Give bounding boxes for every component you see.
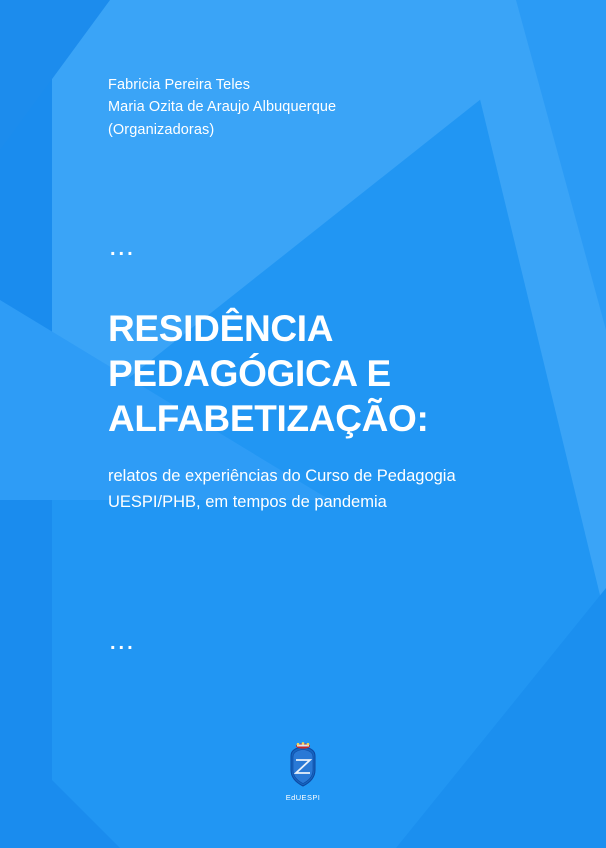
organizers-block: [108, 74, 336, 141]
organizers-role-label: (Organizadoras): [108, 121, 215, 138]
title-line-2: PEDAGÓGICA E: [108, 353, 391, 395]
title-line-3: ALFABETIZAÇÃO:: [108, 398, 429, 440]
publisher-block: [0, 742, 606, 802]
ornament-dots-bottom: ...: [110, 632, 136, 654]
university-crest-icon: [286, 742, 320, 788]
title-line-1: RESIDÊNCIA: [108, 308, 334, 349]
subtitle-line-2: UESPI/PHB, em tempos de pandemia: [108, 492, 387, 511]
page-subtitle: [108, 464, 528, 515]
publisher-name: EdUESPI: [285, 793, 321, 802]
ornament-dots-top: ...: [110, 238, 136, 260]
organizer-name-1: Fabricia Pereira Teles: [108, 77, 251, 93]
page-title: [108, 306, 538, 441]
organizer-name-2: Maria Ozita de Araujo Albuquerque: [108, 99, 337, 116]
subtitle-line-1: relatos de experiências do Curso de Pedagogia: [108, 467, 456, 485]
